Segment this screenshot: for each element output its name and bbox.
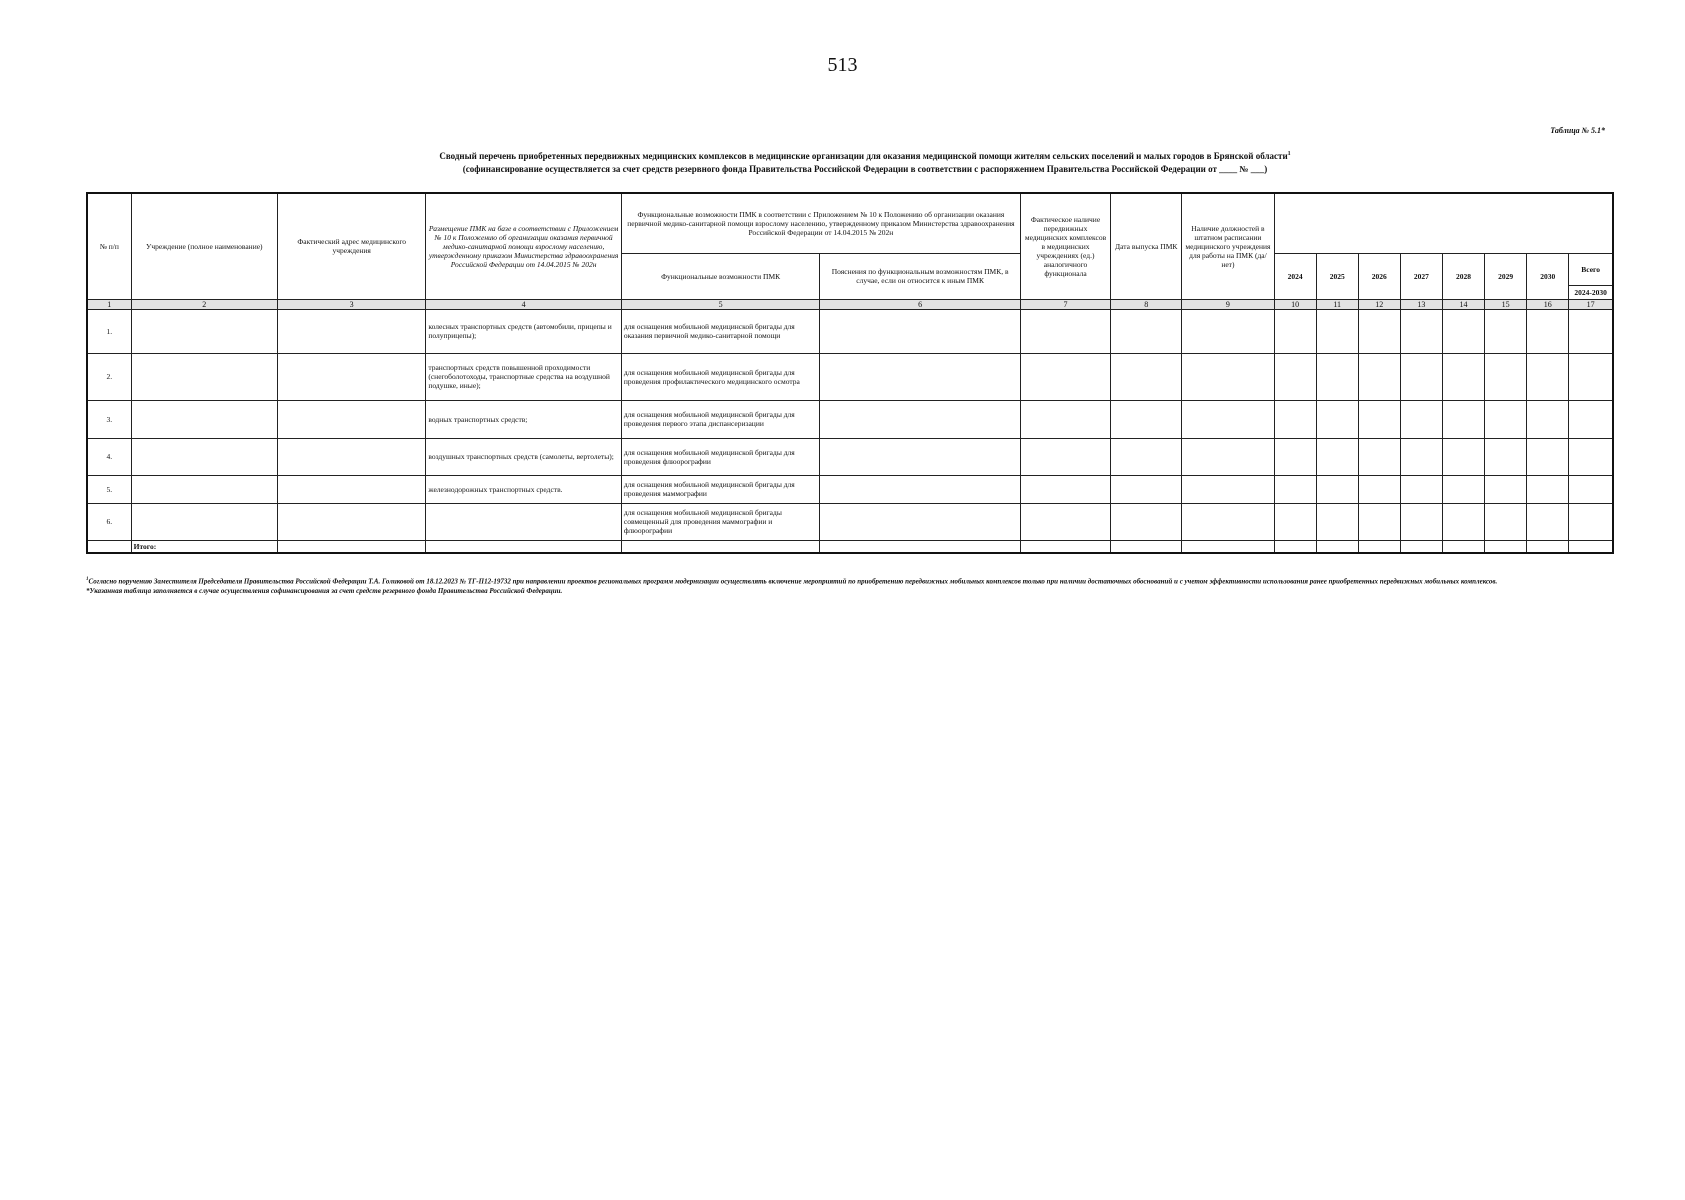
- cell-year[interactable]: [1274, 309, 1316, 353]
- cell-year[interactable]: [1274, 503, 1316, 540]
- cell-year[interactable]: [1358, 438, 1400, 475]
- cell-placement: транспортных средств повышенной проходимости (снегоболотоходы, транспортные средства на воздушной подушке, иные);: [426, 353, 622, 400]
- cell-functional: для оснащения мобильной медицинской бригады для проведения первого этапа диспансеризации: [621, 400, 820, 438]
- cell-explanation[interactable]: [820, 438, 1021, 475]
- cell-explanation[interactable]: [820, 353, 1021, 400]
- cell-placement: [426, 503, 622, 540]
- cell-functional: для оснащения мобильной медицинской бригады для проведения флюорографии: [621, 438, 820, 475]
- footnote-1-marker: 1: [86, 577, 89, 582]
- cell-release-date[interactable]: [1111, 475, 1182, 503]
- column-number: 7: [1020, 299, 1110, 309]
- cell-explanation[interactable]: [820, 400, 1021, 438]
- cell-explanation[interactable]: [820, 503, 1021, 540]
- cell-total[interactable]: [1569, 438, 1613, 475]
- cell-address[interactable]: [277, 503, 425, 540]
- column-number: 5: [621, 299, 820, 309]
- header-year-2028: 2028: [1442, 253, 1484, 299]
- total-row-label: Итого:: [131, 540, 277, 553]
- cell-year[interactable]: [1274, 438, 1316, 475]
- column-number: 1: [87, 299, 131, 309]
- table-row: [87, 503, 1613, 540]
- header-num: № п/п: [87, 193, 131, 299]
- column-number: 10: [1274, 299, 1316, 309]
- column-number: 8: [1111, 299, 1182, 309]
- header-functional: Функциональные возможности ПМК: [621, 253, 820, 299]
- cell-placement: воздушных транспортных средств (самолеты, вертолеты);: [426, 438, 622, 475]
- cell-institution[interactable]: [131, 475, 277, 503]
- cell-staff[interactable]: [1182, 353, 1274, 400]
- cell-year[interactable]: [1316, 475, 1358, 503]
- cell-year[interactable]: [1316, 438, 1358, 475]
- cell-total[interactable]: [1569, 353, 1613, 400]
- cell-institution[interactable]: [131, 353, 277, 400]
- cell-year[interactable]: [1485, 353, 1527, 400]
- table-title: [250, 148, 1480, 176]
- column-number-row: [87, 299, 1613, 309]
- footnotes: [86, 575, 1586, 596]
- table-row: [87, 400, 1613, 438]
- row-number: 3.: [87, 400, 131, 438]
- cell-address[interactable]: [277, 438, 425, 475]
- row-number: 6.: [87, 503, 131, 540]
- cell-year[interactable]: [1527, 503, 1569, 540]
- cell-institution[interactable]: [131, 309, 277, 353]
- cell-year[interactable]: [1316, 309, 1358, 353]
- header-explanation: Пояснения по функциональным возможностям ПМК, в случае, если он относится к иным ПМК: [820, 253, 1021, 299]
- footnote-1-text: Согласно поручению Заместителя Председателя Правительства Российской Федерации Т.А. Голиковой от 18.12.2023 № ТГ-П12-19732 при направлении проектов региональных программ модернизации осуществлять включение мероприятий по приобретению передвижных мобильных комплексов только при наличии достаточных обоснований и с учетом эффективности использования ранее приобретенных передвижных мобильных комплексов.: [88, 577, 1498, 586]
- cell-year[interactable]: [1358, 400, 1400, 438]
- page-number: 513: [827, 54, 858, 76]
- cell-institution[interactable]: [131, 438, 277, 475]
- cell-year[interactable]: [1442, 353, 1484, 400]
- cell-year[interactable]: [1527, 309, 1569, 353]
- header-years-group: [1274, 193, 1613, 253]
- cell-address[interactable]: [277, 475, 425, 503]
- cell-year[interactable]: [1485, 309, 1527, 353]
- header-actual-availability: Фактическое наличие передвижных медицинских комплексов в медицинских учреждениях (ед.) аналогичного функционала: [1020, 193, 1110, 299]
- header-year-2027: 2027: [1400, 253, 1442, 299]
- cell-actual[interactable]: [1020, 353, 1110, 400]
- cell-year[interactable]: [1400, 503, 1442, 540]
- cell-year[interactable]: [1358, 309, 1400, 353]
- cell-release-date[interactable]: [1111, 438, 1182, 475]
- header-year-2026: 2026: [1358, 253, 1400, 299]
- column-number: 17: [1569, 299, 1613, 309]
- column-number: 16: [1527, 299, 1569, 309]
- cell-year[interactable]: [1485, 438, 1527, 475]
- title-line-1: Сводный перечень приобретенных передвижных медицинских комплексов в медицинские организации для оказания медицинской помощи жителям сельских поселений и малых городов в Брянской области: [439, 151, 1288, 161]
- pmk-table: [86, 192, 1614, 554]
- cell-year[interactable]: [1442, 475, 1484, 503]
- column-number: 14: [1442, 299, 1484, 309]
- cell-actual[interactable]: [1020, 475, 1110, 503]
- cell-placement: колесных транспортных средств (автомобили, прицепы и полуприцепы);: [426, 309, 622, 353]
- cell-year[interactable]: [1274, 353, 1316, 400]
- cell-release-date[interactable]: [1111, 353, 1182, 400]
- cell-total[interactable]: [1569, 475, 1613, 503]
- cell-year[interactable]: [1400, 353, 1442, 400]
- table-row: [87, 353, 1613, 400]
- cell-explanation[interactable]: [820, 309, 1021, 353]
- header-year-2030: 2030: [1527, 253, 1569, 299]
- column-number: 3: [277, 299, 425, 309]
- cell-year[interactable]: [1400, 400, 1442, 438]
- cell-total[interactable]: [1569, 309, 1613, 353]
- cell-year[interactable]: [1442, 400, 1484, 438]
- cell-staff[interactable]: [1182, 475, 1274, 503]
- cell-year[interactable]: [1316, 400, 1358, 438]
- table-row: [87, 309, 1613, 353]
- cell-actual[interactable]: [1020, 503, 1110, 540]
- footnote-1: [86, 575, 1586, 586]
- cell-year[interactable]: [1316, 503, 1358, 540]
- cell-institution[interactable]: [131, 503, 277, 540]
- header-total: Всего: [1569, 253, 1613, 285]
- cell-year[interactable]: [1527, 438, 1569, 475]
- cell-staff[interactable]: [1182, 400, 1274, 438]
- cell-address[interactable]: [277, 400, 425, 438]
- cell-staff[interactable]: [1182, 438, 1274, 475]
- column-number: 4: [426, 299, 622, 309]
- cell-year[interactable]: [1358, 475, 1400, 503]
- column-number: 13: [1400, 299, 1442, 309]
- cell-year[interactable]: [1485, 475, 1527, 503]
- cell-year[interactable]: [1442, 503, 1484, 540]
- cell-year[interactable]: [1485, 503, 1527, 540]
- header-year-2029: 2029: [1485, 253, 1527, 299]
- row-number: 2.: [87, 353, 131, 400]
- column-number: 2: [131, 299, 277, 309]
- cell-year[interactable]: [1527, 475, 1569, 503]
- cell-placement: водных транспортных средств;: [426, 400, 622, 438]
- cell-actual[interactable]: [1020, 438, 1110, 475]
- cell-explanation[interactable]: [820, 475, 1021, 503]
- header-total-range: 2024-2030: [1569, 285, 1613, 299]
- cell-functional: для оснащения мобильной медицинской бригады для оказания первичной медико-санитарной помощи: [621, 309, 820, 353]
- total-row: [87, 540, 1613, 553]
- cell-release-date[interactable]: [1111, 503, 1182, 540]
- header-release-date: Дата выпуска ПМК: [1111, 193, 1182, 299]
- cell-release-date[interactable]: [1111, 309, 1182, 353]
- cell-actual[interactable]: [1020, 309, 1110, 353]
- cell-year[interactable]: [1316, 353, 1358, 400]
- cell-institution[interactable]: [131, 400, 277, 438]
- cell-year[interactable]: [1274, 475, 1316, 503]
- cell-address[interactable]: [277, 353, 425, 400]
- header-functional-group: Функциональные возможности ПМК в соответствии с Приложением № 10 к Положению об организации оказания первичной медико-санитарной помощи взрослому населению, утвержденному приказом Министерства здравоохранения Российской Федерации от 14.04.2015 № 202н: [621, 193, 1020, 253]
- cell-year[interactable]: [1527, 400, 1569, 438]
- column-number: 9: [1182, 299, 1274, 309]
- cell-functional: для оснащения мобильной медицинской бригады для проведения профилактического медицинского осмотра: [621, 353, 820, 400]
- header-year-2024: 2024: [1274, 253, 1316, 299]
- cell-year[interactable]: [1442, 309, 1484, 353]
- cell-total[interactable]: [1569, 503, 1613, 540]
- cell-staff[interactable]: [1182, 503, 1274, 540]
- row-number: 1.: [87, 309, 131, 353]
- cell-year[interactable]: [1358, 503, 1400, 540]
- row-number: 5.: [87, 475, 131, 503]
- table-row: [87, 475, 1613, 503]
- cell-year[interactable]: [1442, 438, 1484, 475]
- column-number: 6: [820, 299, 1021, 309]
- cell-year[interactable]: [1485, 400, 1527, 438]
- table-row: [87, 438, 1613, 475]
- cell-address[interactable]: [277, 309, 425, 353]
- cell-year[interactable]: [1400, 438, 1442, 475]
- header-staff: Наличие должностей в штатном расписании медицинского учреждения для работы на ПМК (да/нет): [1182, 193, 1274, 299]
- column-number: 15: [1485, 299, 1527, 309]
- cell-year[interactable]: [1274, 400, 1316, 438]
- footnote-2: *Указанная таблица заполняется в случае осуществления софинансирования за счет средств резервного фонда Правительства Российской Федерации.: [86, 587, 563, 596]
- header-placement: Размещение ПМК на базе в соответствии с Приложением № 10 к Положению об организации оказания первичной медико-санитарной помощи взрослому населению, утвержденному приказом Министерства здравоохранения Российской Федерации от 14.04.2015 № 202н: [426, 193, 622, 299]
- cell-year[interactable]: [1358, 353, 1400, 400]
- row-number: 4.: [87, 438, 131, 475]
- cell-release-date[interactable]: [1111, 400, 1182, 438]
- cell-staff[interactable]: [1182, 309, 1274, 353]
- header-address: Фактический адрес медицинского учреждения: [277, 193, 425, 299]
- cell-year[interactable]: [1400, 309, 1442, 353]
- column-number: 11: [1316, 299, 1358, 309]
- title-footnote-marker: 1: [1287, 151, 1291, 157]
- header-year-2025: 2025: [1316, 253, 1358, 299]
- cell-actual[interactable]: [1020, 400, 1110, 438]
- column-number: 12: [1358, 299, 1400, 309]
- table-label: Таблица № 5.1*: [1550, 126, 1605, 135]
- cell-placement: железнодорожных транспортных средств.: [426, 475, 622, 503]
- cell-year[interactable]: [1400, 475, 1442, 503]
- header-institution: Учреждение (полное наименование): [131, 193, 277, 299]
- cell-functional: для оснащения мобильной медицинской бригады совмещенный для проведения маммографии и флюорографии: [621, 503, 820, 540]
- cell-total[interactable]: [1569, 400, 1613, 438]
- cell-functional: для оснащения мобильной медицинской бригады для проведения маммографии: [621, 475, 820, 503]
- title-line-2: (софинансирование осуществляется за счет средств резервного фонда Правительства Российской Федерации в соответствии с распоряжением Правительства Российской Федерации от ____ № ___): [462, 164, 1268, 174]
- cell-year[interactable]: [1527, 353, 1569, 400]
